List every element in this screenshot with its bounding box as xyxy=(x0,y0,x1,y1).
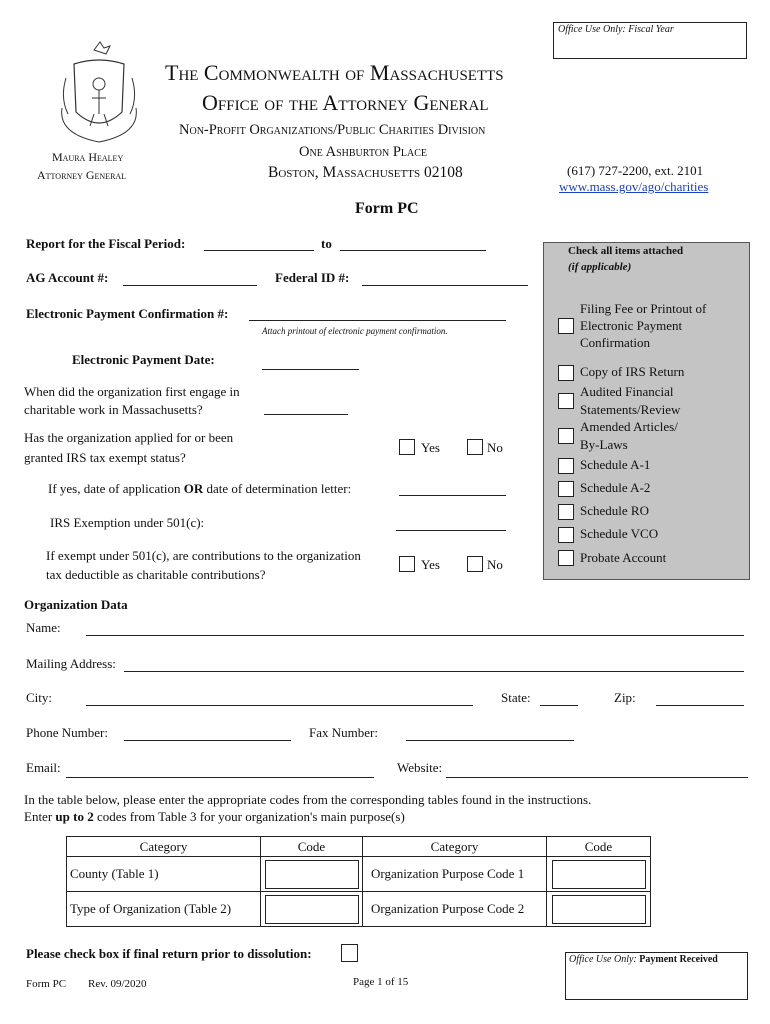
office-use-fiscal-year-label: Office Use Only: Fiscal Year xyxy=(558,24,674,35)
ep-date-label: Electronic Payment Date: xyxy=(72,352,215,367)
fiscal-period-label: Report for the Fiscal Period: xyxy=(26,236,186,251)
schedule-a1-checkbox[interactable] xyxy=(558,458,574,474)
application-date-post: date of determination letter: xyxy=(206,481,352,496)
epc-note: Attach printout of electronic payment confirmation. xyxy=(262,326,448,336)
epc-label: Electronic Payment Confirmation #: xyxy=(26,306,229,321)
form-title: Form PC xyxy=(355,200,419,217)
schedule-a2-checkbox[interactable] xyxy=(558,481,574,497)
filing-fee-label-1: Filing Fee or Printout of xyxy=(580,301,707,316)
schedule-ro-label: Schedule RO xyxy=(580,503,649,518)
mailing-address-field[interactable] xyxy=(124,671,744,672)
header-commonwealth: The Commonwealth of Massachusetts xyxy=(165,60,504,85)
application-date-field[interactable] xyxy=(399,495,506,496)
org-name-field[interactable] xyxy=(86,635,744,636)
contact-website-link[interactable]: www.mass.gov/ago/charities xyxy=(559,179,709,194)
first-engage-field[interactable] xyxy=(264,414,348,415)
fiscal-period-end-field[interactable] xyxy=(340,250,486,251)
website-field[interactable] xyxy=(446,777,748,778)
header-address-1: One Ashburton Place xyxy=(299,144,428,160)
filing-fee-label-2: Electronic Payment xyxy=(580,318,683,333)
deductible-yes-checkbox[interactable] xyxy=(399,556,415,572)
application-date-label xyxy=(48,481,351,497)
application-date-or: OR xyxy=(183,481,204,496)
instructions-line-1: In the table below, please enter the appropriate codes from the corresponding tables found in the instructions. xyxy=(24,792,592,807)
instructions-line-2 xyxy=(24,809,405,825)
schedule-a1-label: Schedule A-1 xyxy=(580,457,651,472)
city-label: City: xyxy=(26,690,53,705)
deductible-no-label: No xyxy=(487,557,503,572)
irs-return-checkbox[interactable] xyxy=(558,365,574,381)
org-name-label: Name: xyxy=(26,620,61,635)
schedule-vco-label: Schedule VCO xyxy=(580,526,659,541)
application-date-pre: If yes, date of application xyxy=(48,481,181,496)
code-table-header-code-1: Code xyxy=(261,837,363,857)
audited-financial-checkbox[interactable] xyxy=(558,393,574,409)
first-engage-label-1: When did the organization first engage in xyxy=(24,384,240,399)
county-code-input[interactable] xyxy=(265,860,359,889)
audited-financial-label-1: Audited Financial xyxy=(580,384,674,399)
org-type-label: Type of Organization (Table 2) xyxy=(67,892,261,927)
deductible-yes-label: Yes xyxy=(421,557,440,572)
state-label: State: xyxy=(501,690,531,705)
irs-status-no-label: No xyxy=(487,440,503,455)
filing-fee-checkbox[interactable] xyxy=(558,318,574,334)
instructions-line-2-bold: up to 2 xyxy=(55,809,94,824)
code-table-header-category-1: Category xyxy=(67,837,261,857)
org-type-code-cell xyxy=(261,892,363,927)
mailing-address-label: Mailing Address: xyxy=(26,656,116,671)
office-use-payment-rest: Payment Received xyxy=(639,954,718,965)
deductible-label-2: tax deductible as charitable contributions? xyxy=(46,567,266,582)
header-division: Non-Profit Organizations/Public Charities Division xyxy=(179,122,486,138)
header-address-2: Boston, Massachusetts 02108 xyxy=(268,164,463,181)
ag-account-field[interactable] xyxy=(123,285,257,286)
table-row xyxy=(67,892,651,927)
deductible-label-1: If exempt under 501(c), are contributions to the organization xyxy=(46,548,361,563)
purpose-code-2-cell xyxy=(547,892,651,927)
footer-form: Form PC xyxy=(26,978,67,990)
ag-account-label: AG Account #: xyxy=(26,270,109,285)
irs-status-label-2: granted IRS tax exempt status? xyxy=(24,450,186,465)
schedule-ro-checkbox[interactable] xyxy=(558,504,574,520)
ep-date-field[interactable] xyxy=(262,369,359,370)
amended-articles-label-2: By-Laws xyxy=(580,437,628,452)
phone-field[interactable] xyxy=(124,740,291,741)
state-field[interactable] xyxy=(540,705,578,706)
code-table-header-code-2: Code xyxy=(547,837,651,857)
instructions-line-2-pre: Enter xyxy=(24,809,53,824)
first-engage-label-2: charitable work in Massachusetts? xyxy=(24,402,203,417)
ag-title: Attorney General xyxy=(37,168,127,182)
irs-exemption-label: IRS Exemption under 501(c): xyxy=(50,515,205,530)
city-field[interactable] xyxy=(86,705,473,706)
epc-field[interactable] xyxy=(249,320,506,321)
filing-fee-label-3: Confirmation xyxy=(580,335,651,350)
irs-status-label-1: Has the organization applied for or been xyxy=(24,430,234,445)
table-row xyxy=(67,857,651,892)
phone-label: Phone Number: xyxy=(26,725,108,740)
purpose-code-1-label: Organization Purpose Code 1 xyxy=(363,857,547,892)
amended-articles-checkbox[interactable] xyxy=(558,428,574,444)
fiscal-period-to-label: to xyxy=(321,236,332,251)
final-return-label: Please check box if final return prior to dissolution: xyxy=(26,946,312,961)
federal-id-field[interactable] xyxy=(362,285,528,286)
fax-field[interactable] xyxy=(406,740,574,741)
footer-page: Page 1 of 15 xyxy=(353,976,409,988)
zip-field[interactable] xyxy=(656,705,744,706)
footer-rev: Rev. 09/2020 xyxy=(88,978,147,990)
amended-articles-label-1: Amended Articles/ xyxy=(580,419,678,434)
email-label: Email: xyxy=(26,760,61,775)
contact-phone: (617) 727-2200, ext. 2101 xyxy=(567,163,704,178)
purpose-code-2-label: Organization Purpose Code 2 xyxy=(363,892,547,927)
irs-exemption-field[interactable] xyxy=(396,530,506,531)
fiscal-period-start-field[interactable] xyxy=(204,250,314,251)
zip-label: Zip: xyxy=(614,690,636,705)
email-field[interactable] xyxy=(66,777,374,778)
probate-account-checkbox[interactable] xyxy=(558,550,574,566)
federal-id-label: Federal ID #: xyxy=(275,270,350,285)
final-return-checkbox[interactable] xyxy=(341,944,358,962)
code-table xyxy=(66,836,651,927)
schedule-vco-checkbox[interactable] xyxy=(558,527,574,543)
purpose-code-1-input[interactable] xyxy=(552,860,646,889)
deductible-no-checkbox[interactable] xyxy=(467,556,483,572)
attachments-title: Check all items attached xyxy=(568,245,684,257)
code-table-header-category-2: Category xyxy=(363,837,547,857)
office-use-payment-italic: Office Use Only: xyxy=(569,954,637,965)
schedule-a2-label: Schedule A-2 xyxy=(580,480,651,495)
attachments-subtitle: (if applicable) xyxy=(568,261,632,273)
audited-financial-label-2: Statements/Review xyxy=(580,402,681,417)
county-label: County (Table 1) xyxy=(67,857,261,892)
purpose-code-2-input[interactable] xyxy=(552,895,646,924)
irs-status-yes-label: Yes xyxy=(421,440,440,455)
ag-name: Maura Healey xyxy=(52,150,124,164)
purpose-code-1-cell xyxy=(547,857,651,892)
website-label: Website: xyxy=(397,760,443,775)
irs-return-label: Copy of IRS Return xyxy=(580,364,685,379)
code-table-header-row xyxy=(67,837,651,857)
irs-status-yes-checkbox[interactable] xyxy=(399,439,415,455)
massachusetts-seal-icon xyxy=(54,38,144,150)
office-use-payment-label xyxy=(569,954,718,965)
irs-status-no-checkbox[interactable] xyxy=(467,439,483,455)
header-office-ag: Office of the Attorney General xyxy=(202,90,489,115)
fax-label: Fax Number: xyxy=(309,725,378,740)
org-type-code-input[interactable] xyxy=(265,895,359,924)
county-code-cell xyxy=(261,857,363,892)
probate-account-label: Probate Account xyxy=(580,550,667,565)
org-data-heading: Organization Data xyxy=(24,597,128,612)
instructions-line-2-post: codes from Table 3 for your organization's main purpose(s) xyxy=(96,809,405,824)
